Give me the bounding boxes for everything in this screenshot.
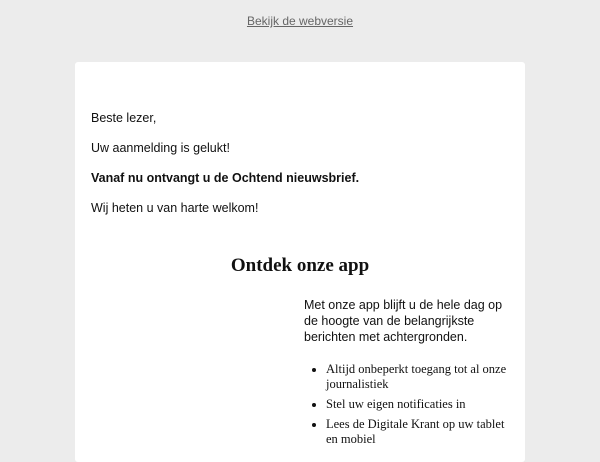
registration-confirmation: Uw aanmelding is gelukt! xyxy=(91,141,230,155)
view-webversion-link[interactable]: Bekijk de webversie xyxy=(246,14,354,28)
greeting-text: Beste lezer, xyxy=(91,111,157,125)
list-item: • Lees de Digitale Krant op uw tablet en mobiel xyxy=(326,417,509,447)
email-header xyxy=(0,0,600,42)
newsletter-notice: Vanaf nu ontvangt u de Ochtend nieuwsbrief. xyxy=(91,171,360,185)
app-description: Met onze app blijft u de hele dag op de hoogte van de belangrijkste berichten met achtergronden. xyxy=(304,298,503,344)
list-item: • Altijd onbeperkt toegang tot al onze journalistiek xyxy=(326,362,509,392)
app-feature-list xyxy=(304,362,509,452)
email-content-card xyxy=(75,62,525,462)
welcome-text: Wij heten u van harte welkom! xyxy=(91,201,259,215)
list-item: • Stel uw eigen notificaties in xyxy=(326,397,509,412)
app-section-title: Ontdek onze app xyxy=(230,255,370,276)
